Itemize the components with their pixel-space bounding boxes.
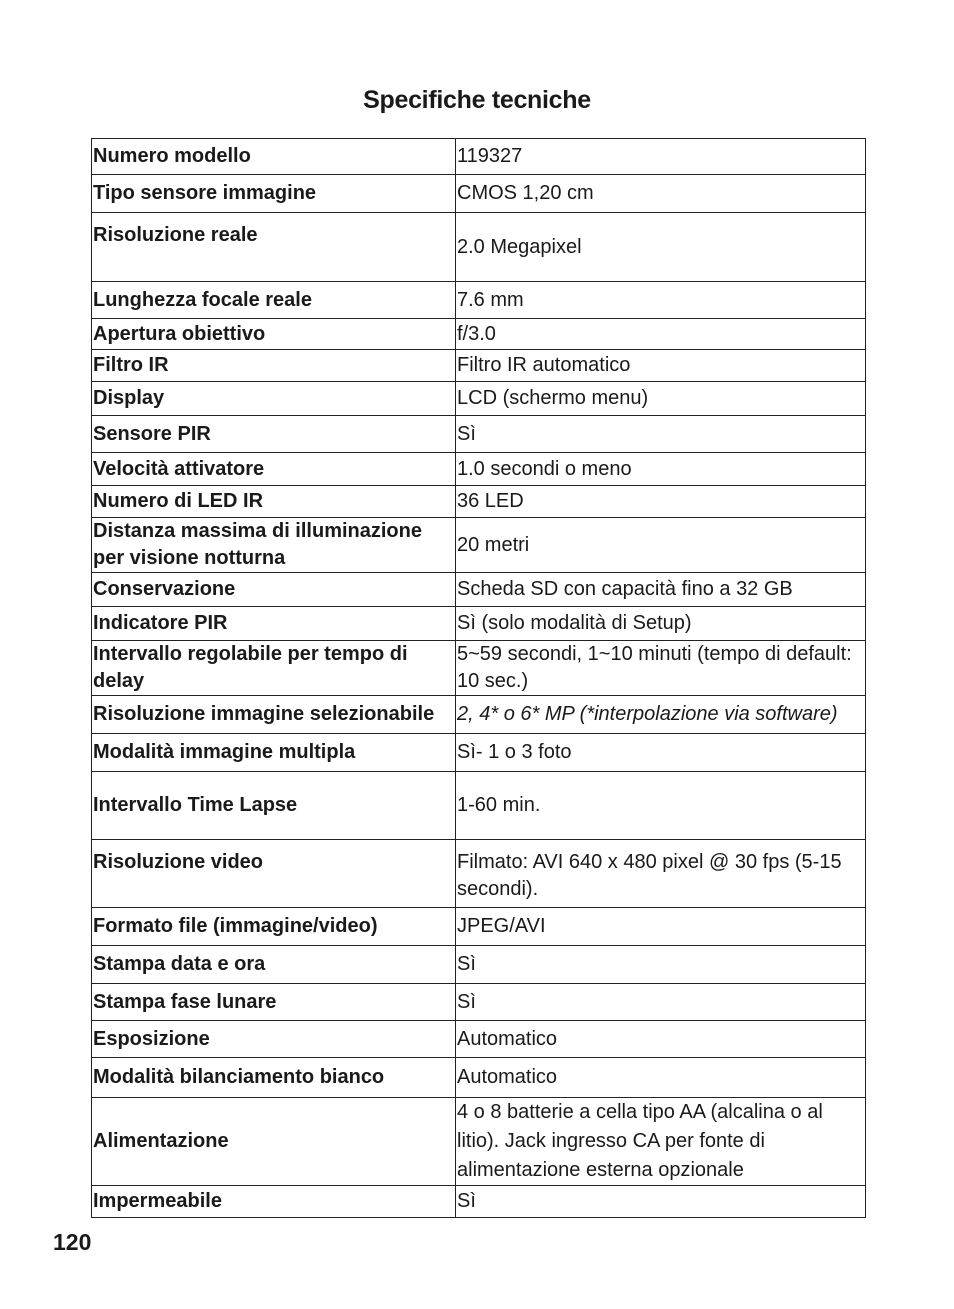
spec-row [92, 908, 866, 946]
spec-value: Sì [456, 946, 866, 984]
spec-value: 4 o 8 batterie a cella tipo AA (alcalina o al litio). Jack ingresso CA per fonte di alimentazione esterna opzionale [456, 1098, 866, 1186]
spec-row [92, 607, 866, 641]
spec-row [92, 282, 866, 319]
spec-label: Distanza massima di illuminazione per visione notturna [92, 518, 456, 573]
spec-value: Filtro IR automatico [456, 350, 866, 382]
spec-row [92, 1186, 866, 1218]
spec-label: Risoluzione immagine selezionabile [92, 696, 456, 734]
spec-label: Numero di LED IR [92, 486, 456, 518]
spec-row [92, 772, 866, 840]
spec-value: 2, 4* o 6* MP (*interpolazione via software) [456, 696, 866, 734]
spec-row [92, 175, 866, 213]
spec-label: Indicatore PIR [92, 607, 456, 641]
spec-value: 5~59 secondi, 1~10 minuti (tempo di default: 10 sec.) [456, 641, 866, 696]
spec-label: Impermeabile [92, 1186, 456, 1218]
spec-row [92, 946, 866, 984]
spec-row [92, 213, 866, 282]
spec-label: Stampa fase lunare [92, 984, 456, 1021]
spec-label: Risoluzione reale [92, 213, 456, 282]
spec-label: Lunghezza focale reale [92, 282, 456, 319]
spec-label: Modalità immagine multipla [92, 734, 456, 772]
spec-label: Modalità bilanciamento bianco [92, 1058, 456, 1098]
spec-label: Esposizione [92, 1021, 456, 1058]
spec-label: Stampa data e ora [92, 946, 456, 984]
spec-label: Apertura obiettivo [92, 319, 456, 350]
spec-label: Filtro IR [92, 350, 456, 382]
spec-row [92, 518, 866, 573]
spec-label: Formato file (immagine/video) [92, 908, 456, 946]
spec-label: Intervallo regolabile per tempo di delay [92, 641, 456, 696]
spec-row [92, 641, 866, 696]
spec-value: 7.6 mm [456, 282, 866, 319]
spec-value: Sì (solo modalità di Setup) [456, 607, 866, 641]
spec-label: Numero modello [92, 139, 456, 175]
spec-row [92, 734, 866, 772]
page-number: 120 [53, 1229, 92, 1255]
spec-value: f/3.0 [456, 319, 866, 350]
spec-row [92, 573, 866, 607]
spec-value: 36 LED [456, 486, 866, 518]
spec-value: Automatico [456, 1021, 866, 1058]
spec-value: Sì [456, 984, 866, 1021]
spec-row [92, 984, 866, 1021]
spec-label: Alimentazione [92, 1098, 456, 1186]
spec-value: JPEG/AVI [456, 908, 866, 946]
spec-row [92, 319, 866, 350]
spec-label: Display [92, 382, 456, 416]
spec-row [92, 696, 866, 734]
spec-value: Sì- 1 o 3 foto [456, 734, 866, 772]
spec-value: Sì [456, 1186, 866, 1218]
spec-row [92, 453, 866, 486]
spec-row [92, 1058, 866, 1098]
specifications-table [91, 138, 866, 1218]
spec-row [92, 139, 866, 175]
spec-label: Sensore PIR [92, 416, 456, 453]
spec-row [92, 840, 866, 908]
spec-label: Tipo sensore immagine [92, 175, 456, 213]
spec-value: 1-60 min. [456, 772, 866, 840]
spec-value: Scheda SD con capacità fino a 32 GB [456, 573, 866, 607]
spec-value: CMOS 1,20 cm [456, 175, 866, 213]
spec-value: Sì [456, 416, 866, 453]
spec-row [92, 382, 866, 416]
spec-value: 20 metri [456, 518, 866, 573]
spec-label: Risoluzione video [92, 840, 456, 908]
spec-value: 119327 [456, 139, 866, 175]
spec-row [92, 486, 866, 518]
spec-label: Intervallo Time Lapse [92, 772, 456, 840]
spec-label: Velocità attivatore [92, 453, 456, 486]
spec-value: 1.0 secondi o meno [456, 453, 866, 486]
spec-value: Filmato: AVI 640 x 480 pixel @ 30 fps (5-15 secondi). [456, 840, 866, 908]
spec-row [92, 350, 866, 382]
spec-row [92, 1098, 866, 1186]
spec-value: 2.0 Megapixel [456, 213, 866, 282]
page-title: Specifiche tecniche [363, 86, 591, 114]
spec-row [92, 1021, 866, 1058]
spec-label: Conservazione [92, 573, 456, 607]
spec-value: Automatico [456, 1058, 866, 1098]
spec-row [92, 416, 866, 453]
spec-value: LCD (schermo menu) [456, 382, 866, 416]
